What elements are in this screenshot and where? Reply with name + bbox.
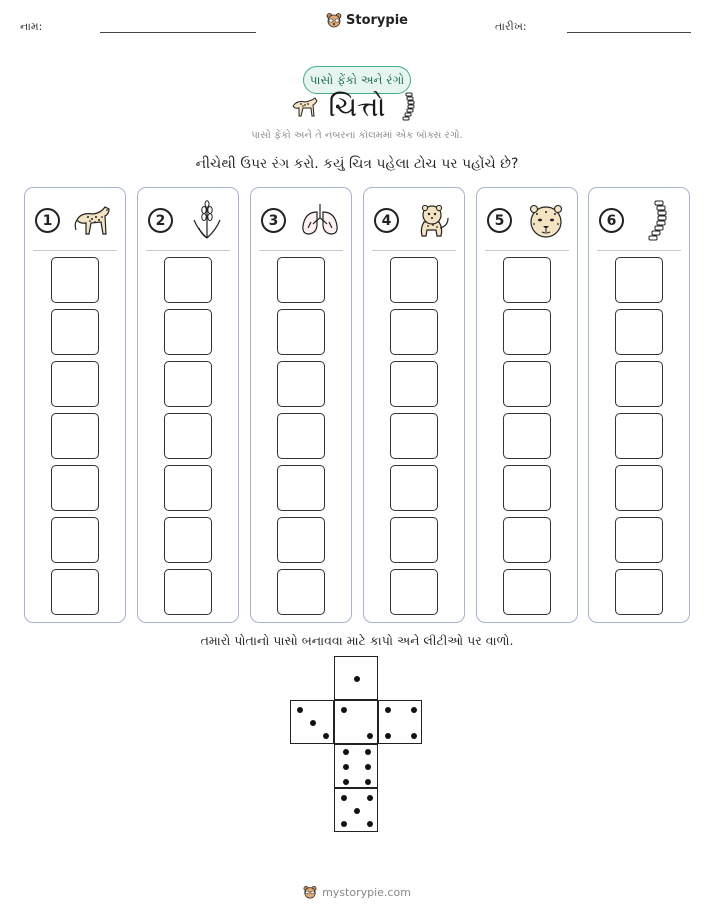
column-6 xyxy=(588,187,690,623)
dice-pip xyxy=(343,749,349,755)
column-divider xyxy=(597,250,681,251)
dice-face xyxy=(334,656,378,700)
color-box[interactable] xyxy=(51,413,99,459)
color-box[interactable] xyxy=(277,257,325,303)
page-title: ચિત્તો xyxy=(328,90,386,123)
color-box[interactable] xyxy=(164,257,212,303)
cheetah-cub-icon xyxy=(410,198,456,244)
date-label: તારીખ: xyxy=(495,20,527,33)
column-number: 5 xyxy=(487,208,512,233)
dice-pip xyxy=(411,707,417,713)
color-box[interactable] xyxy=(503,309,551,355)
cheetah-face-icon xyxy=(523,198,569,244)
color-box[interactable] xyxy=(51,465,99,511)
dice-pip xyxy=(385,707,391,713)
question: નીચેથી ઉપર રંગ કરો. કયું ચિત્ર પહેલા ટોચ પર પહોંચે છે? xyxy=(195,156,519,172)
color-box[interactable] xyxy=(390,309,438,355)
color-box[interactable] xyxy=(164,309,212,355)
instructions: પાસો ફેંકો અને તે નંબરના કૉલમમાં એક બૉક્સ રંગો. xyxy=(251,130,463,141)
grass-icon xyxy=(184,198,230,244)
color-box[interactable] xyxy=(164,569,212,615)
color-box[interactable] xyxy=(277,569,325,615)
column-header xyxy=(251,188,351,250)
dice-pip xyxy=(354,808,360,814)
name-line[interactable] xyxy=(100,32,256,33)
column-number: 1 xyxy=(35,208,60,233)
dice-pip xyxy=(367,733,373,739)
color-box[interactable] xyxy=(390,465,438,511)
color-box[interactable] xyxy=(390,517,438,563)
color-box[interactable] xyxy=(164,361,212,407)
spine-title-icon xyxy=(400,92,416,122)
dice-pip xyxy=(341,821,347,827)
color-box[interactable] xyxy=(277,517,325,563)
color-box[interactable] xyxy=(164,517,212,563)
color-box[interactable] xyxy=(615,309,663,355)
dice-face xyxy=(378,700,422,744)
color-box[interactable] xyxy=(390,361,438,407)
color-box[interactable] xyxy=(51,569,99,615)
column-header xyxy=(589,188,689,250)
column-header xyxy=(364,188,464,250)
dice-pip xyxy=(367,795,373,801)
color-box[interactable] xyxy=(51,361,99,407)
column-5 xyxy=(476,187,578,623)
color-box[interactable] xyxy=(390,257,438,303)
column-number: 3 xyxy=(261,208,286,233)
dice-face xyxy=(290,700,334,744)
column-divider xyxy=(259,250,343,251)
color-box[interactable] xyxy=(277,413,325,459)
color-box[interactable] xyxy=(503,465,551,511)
dice-face xyxy=(334,788,378,832)
column-divider xyxy=(33,250,117,251)
column-number: 6 xyxy=(599,208,624,233)
spine-icon xyxy=(635,198,681,244)
dice-face xyxy=(334,744,378,788)
color-box[interactable] xyxy=(277,361,325,407)
date-line[interactable] xyxy=(567,32,691,33)
dice-pip xyxy=(310,720,316,726)
color-box[interactable] xyxy=(164,465,212,511)
dice-pip xyxy=(365,749,371,755)
color-box[interactable] xyxy=(615,257,663,303)
color-box[interactable] xyxy=(503,517,551,563)
dice-pip xyxy=(341,707,347,713)
brand-logo xyxy=(326,12,408,28)
column-divider xyxy=(146,250,230,251)
cheetah-icon xyxy=(71,198,117,244)
color-box[interactable] xyxy=(615,361,663,407)
dice-pip xyxy=(411,733,417,739)
column-3 xyxy=(250,187,352,623)
color-box[interactable] xyxy=(615,465,663,511)
color-box[interactable] xyxy=(277,465,325,511)
dice-pip xyxy=(354,676,360,682)
color-box[interactable] xyxy=(503,413,551,459)
column-4 xyxy=(363,187,465,623)
dice-pip xyxy=(297,707,303,713)
column-header xyxy=(477,188,577,250)
column-header xyxy=(138,188,238,250)
activity-pill: પાસો ફેંકો અને રંગો xyxy=(303,66,411,94)
bear-icon xyxy=(303,885,317,899)
color-box[interactable] xyxy=(164,413,212,459)
color-box[interactable] xyxy=(615,517,663,563)
cut-instruction: તમારો પોતાનો પાસો બનાવવા માટે કાપો અને લીટીઓ પર વાળો. xyxy=(200,633,514,648)
column-divider xyxy=(372,250,456,251)
color-box[interactable] xyxy=(503,361,551,407)
column-divider xyxy=(485,250,569,251)
color-box[interactable] xyxy=(277,309,325,355)
color-box[interactable] xyxy=(390,413,438,459)
color-box[interactable] xyxy=(615,569,663,615)
column-number: 4 xyxy=(374,208,399,233)
column-2 xyxy=(137,187,239,623)
color-box[interactable] xyxy=(51,309,99,355)
lungs-icon xyxy=(297,198,343,244)
column-number: 2 xyxy=(148,208,173,233)
color-box[interactable] xyxy=(503,569,551,615)
dice-pip xyxy=(323,733,329,739)
dice-pip xyxy=(341,795,347,801)
footer xyxy=(0,885,714,899)
dice-pip xyxy=(365,764,371,770)
dice-pip xyxy=(365,779,371,785)
bear-icon xyxy=(326,12,342,28)
name-label: નામ: xyxy=(20,20,43,33)
dice-face xyxy=(334,700,378,744)
color-box[interactable] xyxy=(390,569,438,615)
brand-name: Storypie xyxy=(346,12,408,28)
color-box[interactable] xyxy=(503,257,551,303)
dice-pip xyxy=(343,764,349,770)
color-box[interactable] xyxy=(51,517,99,563)
column-1 xyxy=(24,187,126,623)
dice-pip xyxy=(343,779,349,785)
dice-pip xyxy=(385,733,391,739)
footer-url[interactable]: mystorypie.com xyxy=(322,885,411,899)
color-box[interactable] xyxy=(615,413,663,459)
color-box[interactable] xyxy=(51,257,99,303)
column-header xyxy=(25,188,125,250)
dice-pip xyxy=(367,821,373,827)
